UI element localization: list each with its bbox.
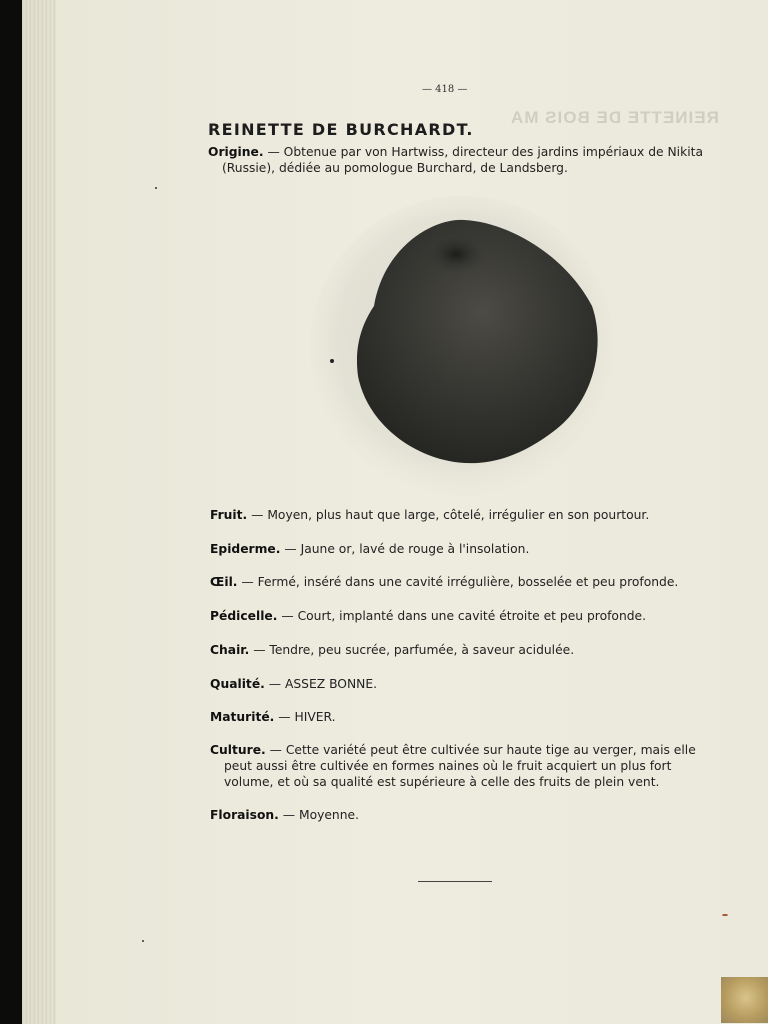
chair-text: — Tendre, peu sucrée, parfumée, à saveur acidulée. <box>249 643 575 657</box>
floraison-term: Floraison. <box>210 808 279 822</box>
floraison-entry <box>210 807 710 823</box>
oeil-text: — Fermé, inséré dans une cavité irrégulière, bosselée et peu profonde. <box>237 575 679 589</box>
oeil-entry <box>210 574 710 590</box>
end-rule <box>418 881 492 882</box>
epiderme-term: Epiderme. <box>210 542 281 556</box>
maturite-entry <box>210 709 710 725</box>
pedicelle-term: Pédicelle. <box>210 609 278 623</box>
chair-term: Chair. <box>210 643 250 657</box>
fruit-entry <box>210 507 710 523</box>
corner-thumbnail <box>721 977 768 1023</box>
apple-photograph <box>304 196 614 496</box>
culture-entry <box>210 742 724 790</box>
culture-text: — Cette variété peut être cultivée sur haute tige au verger, mais elle peut aussi être cultivée en formes naines où le fruit acquiert un plus fort volume, et où sa qualité est supérieure à celle des fruits de plein vent. <box>224 743 696 789</box>
maturite-text: — HIVER. <box>274 710 336 724</box>
maturite-term: Maturité. <box>210 710 275 724</box>
epiderme-entry <box>210 541 710 557</box>
qualite-term: Qualité. <box>210 677 265 691</box>
book-page <box>22 0 768 1024</box>
qualite-entry <box>210 676 710 692</box>
fruit-term: Fruit. <box>210 508 248 522</box>
paper-speck <box>155 187 157 189</box>
pedicelle-text: — Court, implanté dans une cavité étroite et peu profonde. <box>277 609 647 623</box>
page-title: REINETTE DE BURCHARDT. <box>208 120 474 139</box>
page-number: — 418 — <box>422 84 468 95</box>
origin-text: — Obtenue par von Hartwiss, directeur des jardins impériaux de Nikita (Russie), dédiée au pomologue Burchard, de Landsberg. <box>222 145 703 175</box>
fruit-text: — Moyen, plus haut que large, côtelé, irrégulier en son pourtour. <box>247 508 650 522</box>
bleed-through-title: REINETTE DE BOIS MA <box>510 108 719 127</box>
floraison-text: — Moyenne. <box>278 808 359 822</box>
chair-entry <box>210 642 710 658</box>
origin-term: Origine. <box>208 145 264 159</box>
qualite-text: — ASSEZ BONNE. <box>264 677 378 691</box>
paper-speck <box>142 940 144 942</box>
origin-entry <box>208 144 718 176</box>
oeil-term: Œil. <box>210 575 238 589</box>
epiderme-text: — Jaune or, lavé de rouge à l'insolation. <box>280 542 530 556</box>
pedicelle-entry <box>210 608 710 624</box>
culture-term: Culture. <box>210 743 266 757</box>
page-stack-edges <box>22 0 56 1024</box>
paper-speck <box>722 914 728 916</box>
